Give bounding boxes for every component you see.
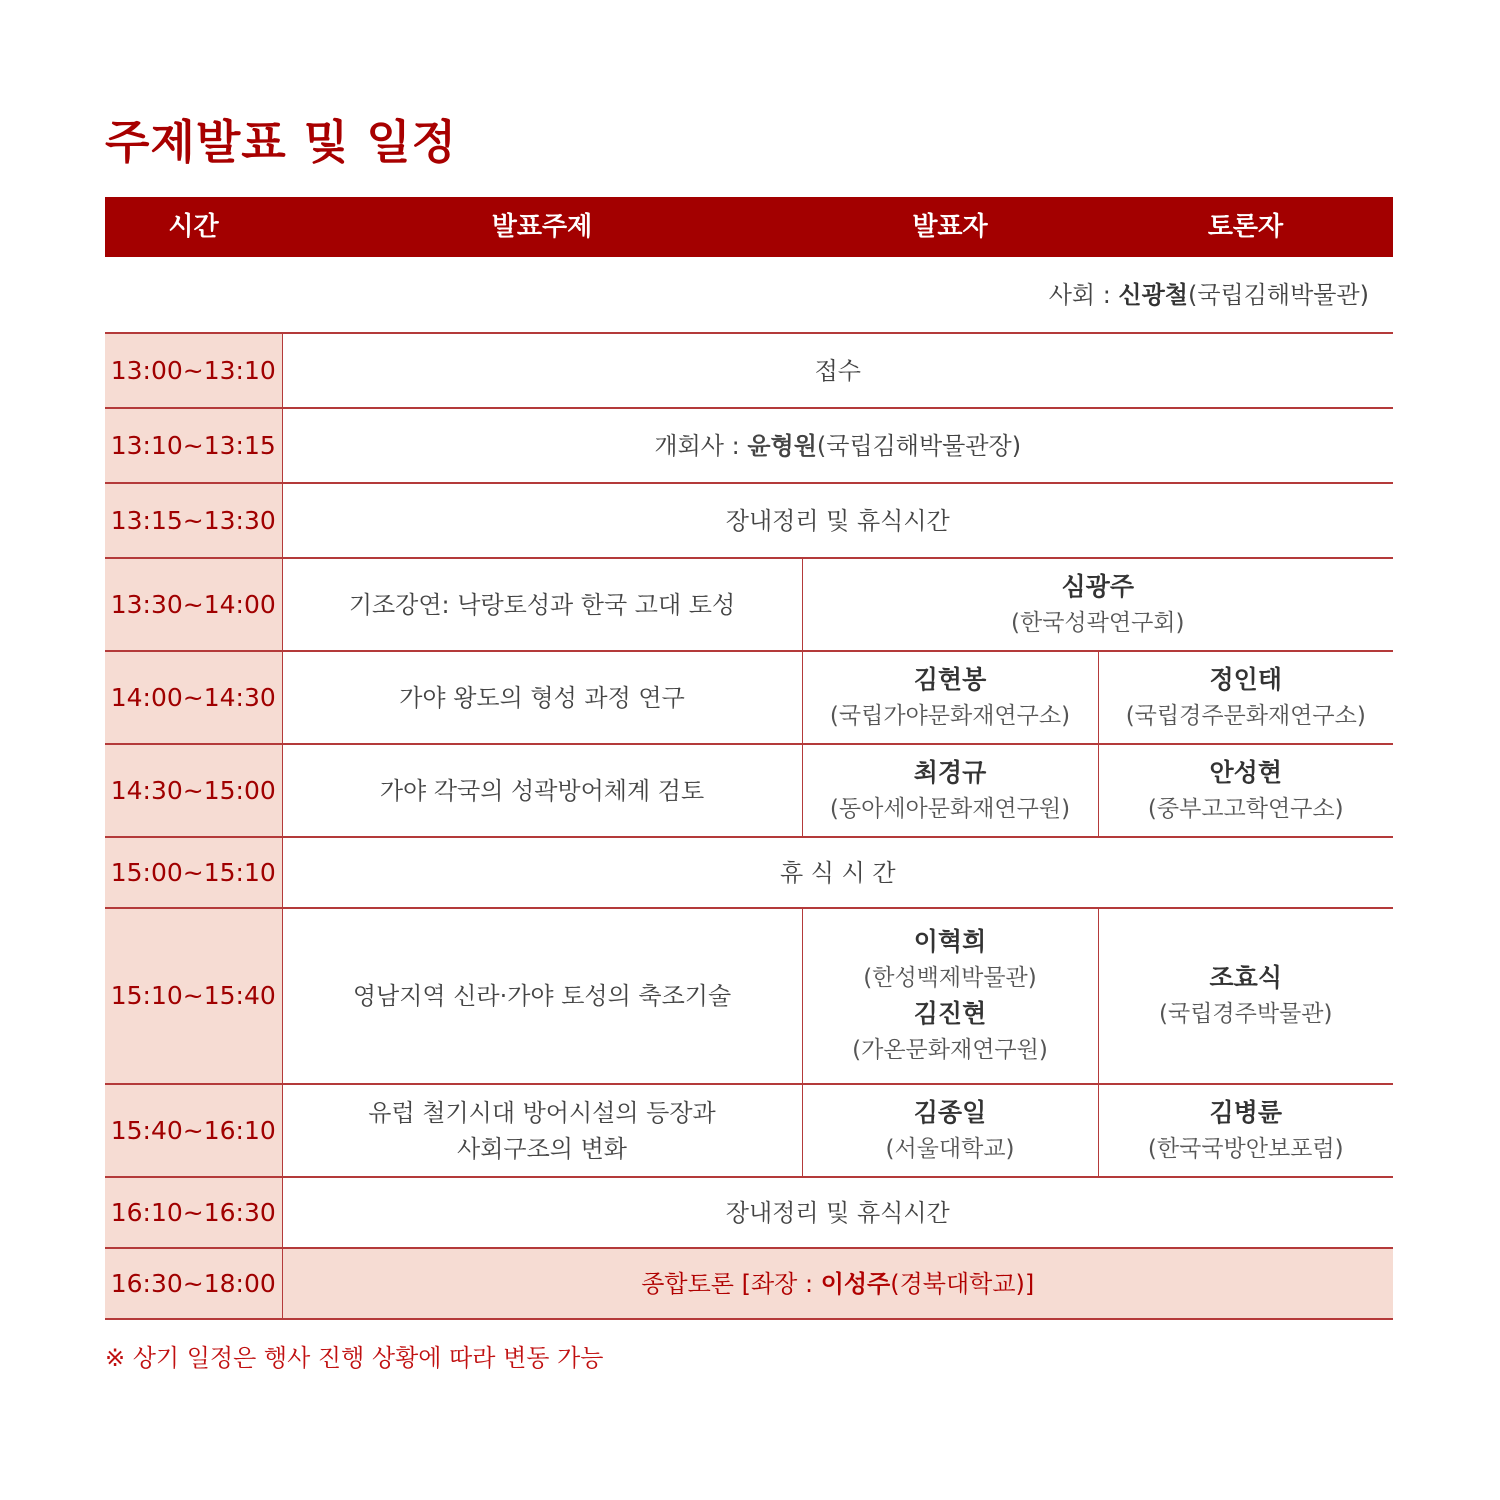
moderator: 사회 : 신광철(국립김해박물관): [1048, 281, 1369, 309]
topic-line: 사회구조의 변화: [457, 1134, 627, 1163]
time-cell: 15:00~15:10: [105, 837, 282, 908]
time-cell: 13:00~13:10: [105, 333, 282, 408]
time-cell: 15:10~15:40: [105, 908, 282, 1084]
footnote: ※ 상기 일정은 행사 진행 상황에 따라 변동 가능: [105, 1344, 604, 1372]
header-discussant: 토론자: [1207, 212, 1284, 242]
table-row: [105, 651, 1393, 744]
moderator-org: (국립김해박물관): [1187, 281, 1369, 309]
discussant-cell: [1098, 744, 1393, 837]
discussant-name: 안성현: [1209, 757, 1282, 787]
time-cell: 14:00~14:30: [105, 651, 282, 744]
time-cell: 16:10~16:30: [105, 1177, 282, 1248]
discussant-org: (국립경주박물관): [1159, 1001, 1333, 1027]
presenter-name: 최경규: [913, 757, 987, 787]
presenter-org: (국립가야문화재연구소): [829, 702, 1071, 729]
table-row: [105, 837, 1393, 908]
presenter-name: 심광주: [1061, 571, 1134, 601]
presenter-org: (서울대학교): [885, 1135, 1015, 1162]
event-cell: 접수: [282, 333, 1393, 408]
topic-cell: 영남지역 신라·가야 토성의 축조기술: [282, 908, 802, 1084]
event-cell: 장내정리 및 휴식시간: [282, 483, 1393, 558]
time-cell: 14:30~15:00: [105, 744, 282, 837]
discussant-org: (중부고고학연구소): [1147, 795, 1344, 822]
topic-cell: [282, 1084, 802, 1177]
speaker-name: 윤형원: [747, 431, 817, 460]
presenter-cell: [802, 744, 1098, 837]
table-row: [105, 333, 1393, 408]
header-presenter: 발표자: [912, 212, 988, 242]
presenter-cell: [802, 651, 1098, 744]
presenter-name: 김진현: [913, 999, 987, 1028]
page-title: 주제발표 및 일정: [105, 115, 458, 169]
time-cell: 15:40~16:10: [105, 1084, 282, 1177]
table-row: [105, 908, 1393, 1084]
time-cell: 13:30~14:00: [105, 558, 282, 651]
header-topic: 발표주제: [491, 212, 593, 242]
table-row: [105, 483, 1393, 558]
event-cell: 휴 식 시 간: [282, 837, 1393, 908]
presenter-name: 김종일: [913, 1097, 987, 1127]
discussant-cell: [1098, 651, 1393, 744]
table-row: [105, 1084, 1393, 1177]
table-row: [105, 1248, 1393, 1319]
presenter-org: (한성백제박물관): [863, 965, 1037, 991]
event-cell: 장내정리 및 휴식시간: [282, 1177, 1393, 1248]
time-cell: 16:30~18:00: [105, 1248, 282, 1319]
presenter-name: 김현봉: [913, 664, 987, 694]
topic-line: 유럽 철기시대 방어시설의 등장과: [368, 1098, 716, 1127]
table-row: [105, 558, 1393, 651]
presenter-cell: [802, 908, 1098, 1084]
discussant-name: 김병륜: [1209, 1097, 1282, 1127]
time-cell: 13:10~13:15: [105, 408, 282, 483]
speaker-org: (국립김해박물관장): [816, 431, 1022, 460]
presenter-cell: [802, 1084, 1098, 1177]
table-header: [105, 197, 1393, 257]
discussant-cell: [1098, 908, 1393, 1084]
presenter-name: 이혁희: [913, 927, 987, 956]
time-cell: 13:15~13:30: [105, 483, 282, 558]
moderator-name: 신광철: [1118, 281, 1188, 309]
table-row: [105, 408, 1393, 483]
presenter-cell: [802, 558, 1393, 651]
discussant-name: 조효식: [1209, 963, 1282, 992]
discussant-org: (국립경주문화재연구소): [1125, 702, 1366, 729]
topic-cell: 가야 왕도의 형성 과정 연구: [282, 651, 802, 744]
topic-cell: 기조강연: 낙랑토성과 한국 고대 토성: [282, 558, 802, 651]
presenter-org: (동아세아문화재연구원): [829, 795, 1071, 822]
presenter-org: (가온문화재연구원): [852, 1037, 1048, 1063]
header-time: 시간: [168, 212, 219, 242]
table-row: [105, 744, 1393, 837]
chair-org: (경북대학교)]: [890, 1269, 1035, 1298]
general-discussion-cell: 종합토론 [좌장 : 이성주(경북대학교)]: [282, 1248, 1393, 1319]
table-row: [105, 1177, 1393, 1248]
discussant-name: 정인태: [1209, 664, 1282, 694]
discussant-org: (한국국방안보포럼): [1147, 1135, 1344, 1162]
presenter-org: (한국성곽연구회): [1011, 609, 1185, 636]
topic-cell: 가야 각국의 성곽방어체계 검토: [282, 744, 802, 837]
event-cell: 개회사 : 윤형원(국립김해박물관장): [282, 408, 1393, 483]
chair-name: 이성주: [820, 1269, 891, 1298]
schedule-table: [105, 332, 1393, 1320]
discussant-cell: [1098, 1084, 1393, 1177]
